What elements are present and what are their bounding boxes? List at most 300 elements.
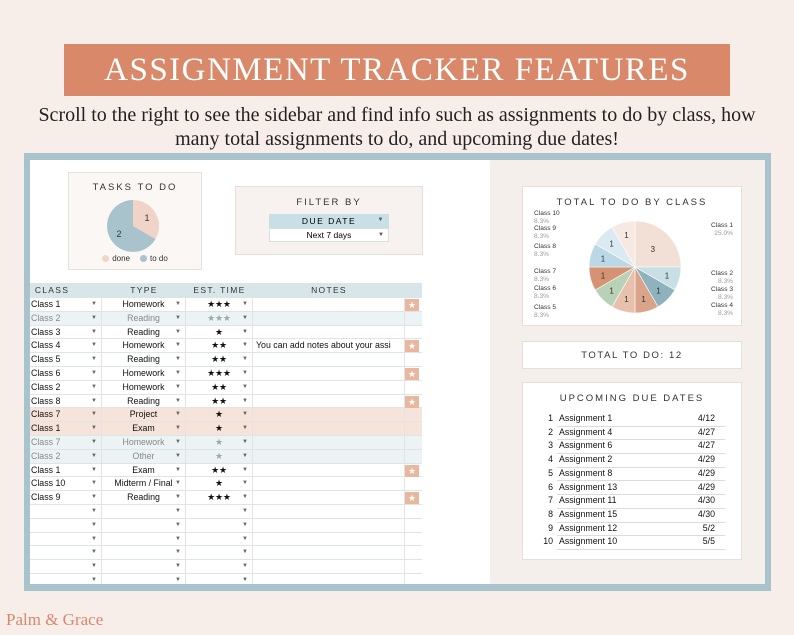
pie-class-pct: 8.3% (717, 309, 733, 317)
class-cell[interactable] (30, 560, 102, 574)
pie-slice-label (534, 225, 556, 240)
notes-cell[interactable] (253, 408, 405, 422)
est-time-cell[interactable] (186, 408, 253, 422)
priority-cell[interactable] (405, 533, 422, 547)
type-cell[interactable] (102, 436, 186, 450)
est-time-cell[interactable] (186, 546, 253, 560)
class-cell[interactable] (30, 574, 102, 584)
class-cell[interactable] (30, 381, 102, 395)
chevron-down-icon[interactable]: ▼ (242, 452, 248, 459)
chevron-down-icon[interactable]: ▼ (175, 466, 181, 473)
class-cell[interactable] (30, 422, 102, 436)
header-class: CLASS (34, 285, 70, 295)
notes-cell[interactable] (253, 353, 405, 367)
chevron-down-icon[interactable]: ▼ (91, 535, 97, 542)
filter-card (235, 186, 423, 255)
type-cell-text: Project (129, 409, 158, 420)
tasks-legend (69, 254, 201, 263)
priority-cell[interactable] (405, 408, 422, 422)
chevron-down-icon[interactable]: ▼ (175, 521, 181, 528)
notes-cell[interactable] (253, 298, 405, 312)
chevron-down-icon[interactable]: ▼ (175, 507, 181, 514)
class-cell[interactable] (30, 546, 102, 560)
title-banner (64, 44, 730, 96)
legend-dot-done (102, 255, 109, 262)
type-cell[interactable] (102, 505, 186, 519)
star-icon[interactable]: ★ (405, 340, 419, 352)
chevron-down-icon[interactable]: ▼ (175, 549, 181, 556)
est-time-cell[interactable] (186, 367, 253, 381)
class-cell-text: Class 7 (31, 436, 61, 447)
due-rank: 7 (548, 495, 553, 506)
notes-cell[interactable] (253, 574, 405, 584)
type-cell[interactable] (102, 491, 186, 505)
est-time-cell[interactable] (186, 560, 253, 574)
class-cell-text: Class 7 (31, 409, 61, 420)
chevron-down-icon: ▼ (377, 217, 385, 223)
class-cell[interactable] (30, 326, 102, 340)
type-cell-text: Other (132, 450, 155, 461)
table-row[interactable] (30, 436, 422, 450)
type-cell-text: Reading (127, 312, 160, 323)
class-cell[interactable] (30, 339, 102, 353)
notes-cell[interactable] (253, 533, 405, 547)
banner-title: ASSIGNMENT TRACKER FEATURES (104, 51, 690, 88)
chevron-down-icon[interactable]: ▼ (175, 314, 181, 321)
pie-class-name: Class 3 (711, 286, 733, 293)
due-rank: 8 (548, 508, 553, 519)
priority-cell[interactable] (405, 298, 422, 312)
due-date: 4/29 (697, 481, 715, 492)
pie-slice-todo-label: 2 (116, 229, 122, 240)
chevron-down-icon[interactable]: ▼ (91, 576, 97, 583)
type-cell-text: Reading (127, 492, 160, 503)
chevron-down-icon[interactable]: ▼ (91, 383, 97, 390)
est-time-cell[interactable] (186, 312, 253, 326)
due-date: 4/29 (697, 454, 715, 465)
est-time-cell-text: ★★★ (207, 312, 231, 323)
chevron-down-icon[interactable]: ▼ (242, 535, 248, 542)
notes-cell[interactable] (253, 395, 405, 409)
est-time-cell[interactable] (186, 450, 253, 464)
priority-cell[interactable] (405, 339, 422, 353)
type-cell[interactable] (102, 381, 186, 395)
type-cell[interactable] (102, 298, 186, 312)
notes-cell[interactable] (253, 477, 405, 491)
table-row[interactable] (30, 533, 422, 547)
priority-cell[interactable] (405, 353, 422, 367)
table-row[interactable] (30, 381, 422, 395)
chevron-down-icon[interactable]: ▼ (175, 383, 181, 390)
type-cell[interactable] (102, 477, 186, 491)
pie-slice-label (534, 268, 556, 283)
pie-class-pct: 8.3% (717, 293, 733, 301)
total-by-class-card (522, 186, 742, 326)
table-row[interactable] (30, 353, 422, 367)
notes-cell[interactable] (253, 464, 405, 478)
class-cell-text: Class 2 (31, 450, 61, 461)
chevron-down-icon[interactable]: ▼ (242, 301, 248, 307)
table-row[interactable] (30, 367, 422, 381)
class-cell[interactable] (30, 436, 102, 450)
pie-class-name: Class 8 (534, 243, 556, 250)
chevron-down-icon[interactable]: ▼ (242, 576, 248, 583)
est-time-cell[interactable] (186, 574, 253, 584)
class-cell[interactable] (30, 533, 102, 547)
type-cell-text: Exam (132, 464, 155, 475)
notes-cell[interactable] (253, 546, 405, 560)
class-cell[interactable] (30, 312, 102, 326)
notes-cell[interactable] (253, 491, 405, 505)
table-row[interactable] (30, 464, 422, 478)
due-rank: 9 (548, 522, 553, 533)
chevron-down-icon[interactable]: ▼ (242, 342, 248, 349)
chevron-down-icon[interactable]: ▼ (242, 328, 248, 335)
legend-dot-todo (140, 255, 147, 262)
table-row[interactable] (30, 450, 422, 464)
table-row[interactable] (30, 574, 422, 584)
chevron-down-icon[interactable]: ▼ (91, 342, 97, 349)
class-cell-text: Class 2 (31, 381, 61, 392)
type-cell-text: Homework (122, 340, 165, 351)
type-cell[interactable] (102, 519, 186, 533)
table-row[interactable] (30, 560, 422, 574)
due-date: 4/12 (697, 413, 715, 423)
chevron-down-icon[interactable]: ▼ (91, 314, 97, 321)
chevron-down-icon[interactable]: ▼ (91, 466, 97, 473)
table-row[interactable] (30, 339, 422, 353)
class-cell[interactable] (30, 505, 102, 519)
legend-done-label: done (112, 254, 130, 263)
est-time-cell[interactable] (186, 533, 253, 547)
chevron-down-icon[interactable]: ▼ (175, 356, 181, 363)
pie-slice-label (534, 210, 560, 225)
priority-cell[interactable] (405, 381, 422, 395)
due-date: 4/27 (697, 440, 715, 451)
notes-cell[interactable] (253, 326, 405, 340)
table-row[interactable] (30, 395, 422, 409)
chevron-down-icon[interactable]: ▼ (242, 563, 248, 570)
est-time-cell-text: ★★★ (207, 299, 231, 309)
chevron-down-icon[interactable]: ▼ (242, 466, 248, 473)
star-icon[interactable]: ★ (405, 396, 419, 408)
chevron-down-icon[interactable]: ▼ (175, 328, 181, 335)
pie-slice-label (711, 302, 733, 317)
est-time-cell[interactable] (186, 519, 253, 533)
chevron-down-icon[interactable]: ▼ (91, 480, 97, 487)
notes-cell[interactable] (253, 312, 405, 326)
pie-class-pct: 8.3% (717, 277, 733, 285)
star-icon[interactable]: ★ (405, 465, 419, 477)
pie-slice-count: 1 (656, 286, 661, 296)
chevron-down-icon[interactable]: ▼ (91, 563, 97, 570)
type-cell[interactable] (102, 395, 186, 409)
pie-slice-count: 1 (624, 294, 629, 304)
class-cell-text: Class 3 (31, 326, 61, 337)
brand-logo: Palm & Grace (6, 610, 104, 629)
est-time-cell[interactable] (186, 298, 253, 312)
class-cell-text: Class 10 (31, 478, 66, 489)
priority-cell[interactable] (405, 450, 422, 464)
class-cell-text: Class 2 (31, 312, 61, 323)
notes-cell[interactable] (253, 339, 405, 353)
class-cell-text: Class 4 (31, 340, 61, 351)
due-date-filter-label[interactable] (269, 214, 389, 228)
type-cell[interactable] (102, 312, 186, 326)
priority-cell[interactable] (405, 367, 422, 381)
due-assignment: Assignment 13 (559, 481, 618, 492)
notes-cell-text: You can add notes about your assi (256, 340, 391, 351)
table-row[interactable] (30, 298, 422, 312)
chevron-down-icon[interactable]: ▼ (175, 342, 181, 349)
priority-cell[interactable] (405, 519, 422, 533)
pie-class-pct: 25.0% (714, 229, 733, 237)
est-time-cell[interactable] (186, 353, 253, 367)
chevron-down-icon[interactable]: ▼ (91, 452, 97, 459)
due-date-row (541, 427, 725, 441)
chevron-down-icon[interactable]: ▼ (175, 452, 181, 459)
pie-slice-label (711, 270, 733, 285)
chevron-down-icon[interactable]: ▼ (242, 494, 248, 501)
est-time-cell-text: ★★★ (207, 492, 231, 503)
notes-cell[interactable] (253, 381, 405, 395)
class-cell[interactable] (30, 367, 102, 381)
due-date-row (541, 509, 725, 523)
class-cell[interactable] (30, 491, 102, 505)
class-cell[interactable] (30, 395, 102, 409)
chevron-down-icon[interactable]: ▼ (175, 563, 181, 570)
pie-class-name: Class 1 (711, 222, 733, 229)
pie-class-name: Class 10 (534, 210, 560, 217)
priority-cell[interactable] (405, 574, 422, 584)
est-time-cell[interactable] (186, 464, 253, 478)
est-time-cell[interactable] (186, 339, 253, 353)
chevron-down-icon[interactable]: ▼ (242, 383, 248, 390)
chevron-down-icon[interactable]: ▼ (91, 425, 97, 432)
pie-slice-done-label: 1 (144, 212, 150, 223)
chevron-down-icon[interactable]: ▼ (242, 369, 248, 376)
header-est-time: EST. TIME (193, 285, 246, 295)
class-cell[interactable] (30, 464, 102, 478)
chevron-down-icon[interactable]: ▼ (242, 397, 248, 404)
class-cell[interactable] (30, 408, 102, 422)
pie-slice-label (534, 304, 556, 319)
due-date-row (541, 468, 725, 482)
est-time-cell[interactable] (186, 326, 253, 340)
star-icon[interactable]: ★ (405, 492, 419, 504)
notes-cell[interactable] (253, 505, 405, 519)
chevron-down-icon[interactable]: ▼ (242, 521, 248, 528)
priority-cell[interactable] (405, 560, 422, 574)
chevron-down-icon[interactable]: ▼ (242, 425, 248, 432)
due-date: 4/30 (697, 508, 715, 519)
priority-cell[interactable] (405, 464, 422, 478)
chevron-down-icon[interactable]: ▼ (91, 301, 97, 307)
chevron-down-icon[interactable]: ▼ (91, 369, 97, 376)
type-cell[interactable] (102, 533, 186, 547)
due-assignment: Assignment 6 (559, 440, 613, 451)
chevron-down-icon[interactable]: ▼ (175, 494, 181, 501)
header-type: TYPE (130, 285, 158, 295)
filter-field-label: DUE DATE (301, 216, 357, 226)
table-row[interactable] (30, 491, 422, 505)
table-row[interactable] (30, 505, 422, 519)
pie-class-pct: 8.3% (534, 250, 550, 258)
due-date: 4/29 (697, 467, 715, 478)
chevron-down-icon[interactable]: ▼ (242, 314, 248, 321)
est-time-cell[interactable] (186, 505, 253, 519)
est-time-cell[interactable] (186, 381, 253, 395)
est-time-cell[interactable] (186, 395, 253, 409)
priority-cell[interactable] (405, 326, 422, 340)
legend-todo (140, 254, 168, 263)
table-row[interactable] (30, 519, 422, 533)
pie-class-pct: 8.3% (534, 275, 550, 283)
type-cell[interactable] (102, 574, 186, 584)
due-rank: 3 (548, 440, 553, 451)
priority-cell[interactable] (405, 436, 422, 450)
class-cell-text: Class 1 (31, 299, 61, 309)
type-cell-text: Homework (122, 299, 165, 309)
class-cell[interactable] (30, 519, 102, 533)
due-date: 4/30 (697, 495, 715, 506)
pie-slice-count: 1 (664, 271, 670, 281)
chevron-down-icon[interactable]: ▼ (91, 356, 97, 363)
pie-slice-count: 1 (600, 254, 606, 264)
type-cell-text: Midterm / Final (114, 478, 173, 489)
table-row[interactable] (30, 477, 422, 491)
type-cell[interactable] (102, 450, 186, 464)
pie-slice-count: 1 (609, 286, 614, 296)
class-cell[interactable] (30, 450, 102, 464)
type-cell[interactable] (102, 560, 186, 574)
due-date-row (541, 454, 725, 468)
chevron-down-icon[interactable]: ▼ (175, 301, 181, 307)
priority-cell[interactable] (405, 477, 422, 491)
pie-class-pct: 8.3% (534, 232, 550, 240)
table-row[interactable] (30, 326, 422, 340)
notes-cell[interactable] (253, 450, 405, 464)
type-cell[interactable] (102, 422, 186, 436)
est-time-cell-text: ★★★ (207, 367, 231, 378)
chevron-down-icon[interactable]: ▼ (91, 411, 97, 418)
chevron-down-icon[interactable]: ▼ (242, 549, 248, 556)
est-time-cell-text: ★★ (211, 464, 227, 475)
est-time-cell-text: ★★ (211, 381, 227, 392)
type-cell[interactable] (102, 367, 186, 381)
chevron-down-icon[interactable]: ▼ (91, 494, 97, 501)
class-cell[interactable] (30, 353, 102, 367)
chevron-down-icon[interactable]: ▼ (91, 438, 97, 445)
chevron-down-icon[interactable]: ▼ (91, 507, 97, 514)
class-cell-text: Class 6 (31, 367, 61, 378)
total-to-do-card (522, 341, 742, 369)
chevron-down-icon[interactable]: ▼ (91, 521, 97, 528)
chevron-down-icon[interactable]: ▼ (175, 535, 181, 542)
sidebar (490, 160, 765, 584)
chevron-down-icon[interactable]: ▼ (242, 480, 248, 487)
chevron-down-icon[interactable]: ▼ (242, 356, 248, 363)
type-cell[interactable] (102, 339, 186, 353)
star-icon[interactable]: ★ (405, 368, 419, 380)
pie-class-name: Class 7 (534, 268, 556, 275)
chevron-down-icon[interactable]: ▼ (175, 438, 181, 445)
notes-cell[interactable] (253, 367, 405, 381)
header-notes: NOTES (311, 285, 347, 295)
table-row[interactable] (30, 546, 422, 560)
type-cell[interactable] (102, 326, 186, 340)
chevron-down-icon[interactable]: ▼ (175, 425, 181, 432)
priority-cell[interactable] (405, 505, 422, 519)
type-cell-text: Reading (127, 395, 160, 406)
table-row[interactable] (30, 312, 422, 326)
type-cell-text: Homework (122, 367, 165, 378)
est-time-cell[interactable] (186, 436, 253, 450)
due-assignment: Assignment 11 (559, 495, 617, 506)
chevron-down-icon[interactable]: ▼ (175, 576, 181, 583)
due-rank: 5 (548, 467, 553, 478)
chevron-down-icon[interactable]: ▼ (175, 480, 181, 487)
spreadsheet (30, 160, 490, 584)
due-assignment: Assignment 12 (559, 522, 618, 533)
notes-cell[interactable] (253, 560, 405, 574)
chevron-down-icon[interactable]: ▼ (175, 369, 181, 376)
chevron-down-icon[interactable]: ▼ (242, 507, 248, 514)
priority-cell[interactable] (405, 491, 422, 505)
due-rank: 10 (543, 536, 553, 547)
est-time-cell[interactable] (186, 422, 253, 436)
star-icon[interactable]: ★ (405, 299, 419, 311)
table-row[interactable] (30, 422, 422, 436)
priority-cell[interactable] (405, 422, 422, 436)
priority-cell[interactable] (405, 546, 422, 560)
type-cell[interactable] (102, 546, 186, 560)
priority-cell[interactable] (405, 395, 422, 409)
type-cell[interactable] (102, 408, 186, 422)
type-cell[interactable] (102, 353, 186, 367)
chevron-down-icon[interactable]: ▼ (242, 438, 248, 445)
due-date-filter-select[interactable] (269, 228, 389, 242)
chevron-down-icon[interactable]: ▼ (175, 397, 181, 404)
class-cell[interactable] (30, 298, 102, 312)
notes-cell[interactable] (253, 422, 405, 436)
pie-slice-count: 1 (609, 239, 614, 249)
chevron-down-icon[interactable]: ▼ (91, 549, 97, 556)
type-cell[interactable] (102, 464, 186, 478)
due-date-row (541, 495, 725, 509)
type-cell-text: Exam (132, 423, 155, 434)
pie-class-name: Class 2 (711, 270, 733, 277)
chevron-down-icon[interactable]: ▼ (242, 411, 248, 418)
filter-selected-value: Next 7 days (306, 230, 352, 240)
pie-slice-count: 1 (600, 271, 606, 281)
est-time-cell[interactable] (186, 477, 253, 491)
table-row[interactable] (30, 408, 422, 422)
notes-cell[interactable] (253, 436, 405, 450)
pie-class-name: Class 5 (534, 304, 556, 311)
due-date: 5/5 (702, 536, 715, 547)
chevron-down-icon[interactable]: ▼ (175, 411, 181, 418)
chevron-down-icon: ▼ (378, 232, 384, 238)
tasks-card-title: TASKS TO DO (92, 182, 178, 193)
priority-cell[interactable] (405, 312, 422, 326)
chevron-down-icon[interactable]: ▼ (91, 397, 97, 404)
pie-class-pct: 8.3% (534, 217, 550, 225)
class-cell[interactable] (30, 477, 102, 491)
chevron-down-icon[interactable]: ▼ (91, 328, 97, 335)
notes-cell[interactable] (253, 519, 405, 533)
est-time-cell[interactable] (186, 491, 253, 505)
